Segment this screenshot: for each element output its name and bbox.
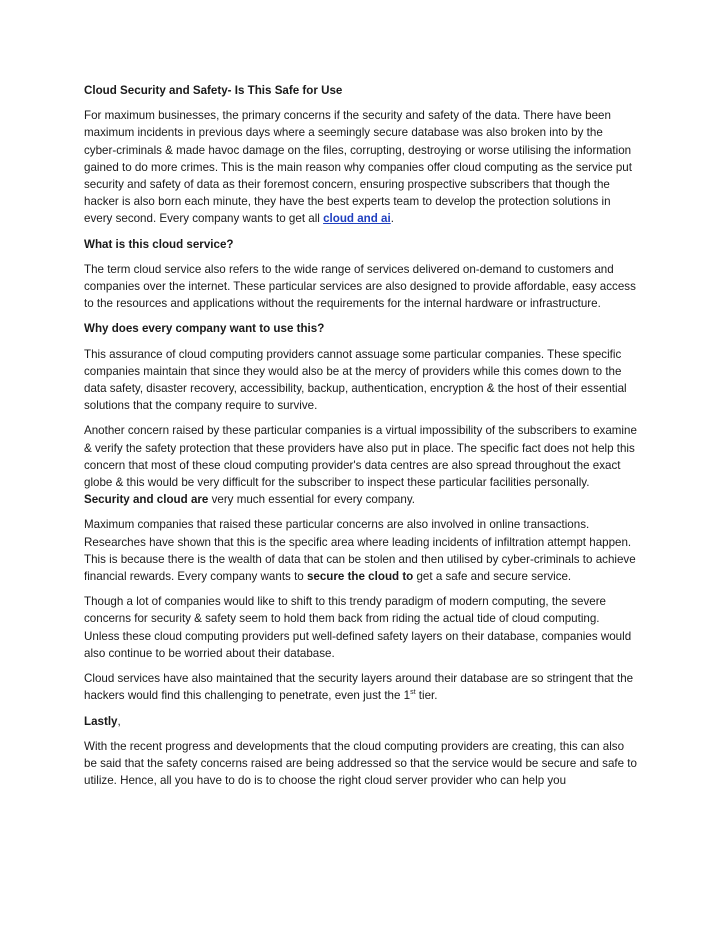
lastly-paragraph: With the recent progress and developments that the cloud computing providers are creating, this can also be said that the safety concerns raised are being addressed so that the service would be secure and safe to utilize. Hence, all you have to do is to choose the right cloud server provider who can help you [84, 739, 637, 788]
security-layers-end: tier. [415, 689, 438, 703]
section-heading-why-use: Why does every company want to use this? [84, 322, 325, 336]
cloud-service-paragraph: The term cloud service also refers to the wide range of services delivered on-demand to customers and companies over the internet. These particular services are also designed to provide affordable, easy access to the resources and applications without the requirements for the internal hardware or infrastructure. [84, 262, 636, 311]
concern-end: very much essential for every company. [208, 493, 415, 507]
superscript-st: st [410, 689, 416, 697]
concern-text: Another concern raised by these particular companies is a virtual impossibility of the subscribers to examine & verify the safety protection that these providers have also put in place. The specific fact does not help this concern that most of these cloud computing provider's data centres are also spread throughout the exact globe & this would be very difficult for the subscriber to inspect these particular facilities personally. [84, 424, 637, 490]
intro-paragraph [84, 107, 637, 227]
transactions-text: Maximum companies that raised these particular concerns are also involved in online transactions. Researches have shown that this is the specific area where leading incidents of infiltration attempt happen. This is because there is the wealth of data that can be stolen and then utilised by cyber-criminals to achieve financial rewards. Every company wants to [84, 518, 636, 584]
document-title: Cloud Security and Safety- Is This Safe for Use [84, 84, 343, 97]
transactions-paragraph [84, 516, 637, 585]
lastly-heading-comma: , [117, 714, 121, 728]
transactions-end: get a safe and secure service. [413, 570, 572, 584]
document-page [84, 82, 637, 797]
cloud-and-ai-link[interactable]: cloud and ai [323, 212, 391, 226]
security-layers-paragraph [84, 670, 637, 704]
section-heading-cloud-service: What is this cloud service? [84, 237, 234, 251]
intro-end: . [390, 212, 394, 226]
concern-paragraph [84, 422, 637, 508]
lastly-heading-line [84, 713, 637, 730]
lastly-heading: Lastly [84, 714, 118, 728]
transactions-bold-text: secure the cloud to [306, 570, 414, 584]
paradigm-paragraph: Though a lot of companies would like to shift to this trendy paradigm of modern computing, the severe concerns for security & safety seem to hold them back from riding the actual tide of cloud computing. Unless these cloud computing providers put well-defined safety layers on their database, companies would also continue to be worried about their database. [84, 595, 632, 660]
assurance-paragraph: This assurance of cloud computing providers cannot assuage some particular companies. These specific companies maintain that since they would also be at the mercy of providers while this comes down to the data safety, disaster recovery, accessibility, backup, authentication, encryption & the host of their essential solutions that the company require to survive. [84, 347, 627, 413]
intro-text: For maximum businesses, the primary concerns if the security and safety of the data. There have been maximum incidents in previous days where a seemingly secure database was also broken into by the cyber-criminals & made havoc damage on the files, corrupting, destroying or worse utilising the information gained to do more crimes. This is the main reason why companies offer cloud computing as the service put security and safety of data as their foremost concern, ensuring prospective subscribers that though the hacker is also born each minute, they have the best experts team to develop the protection solutions in every second. Every company wants to get all [84, 109, 632, 226]
security-layers-text: Cloud services have also maintained that the security layers around their database are so stringent that the hackers would find this challenging to penetrate, even just the 1 [84, 672, 634, 703]
concern-bold-text: Security and cloud are [84, 493, 209, 507]
